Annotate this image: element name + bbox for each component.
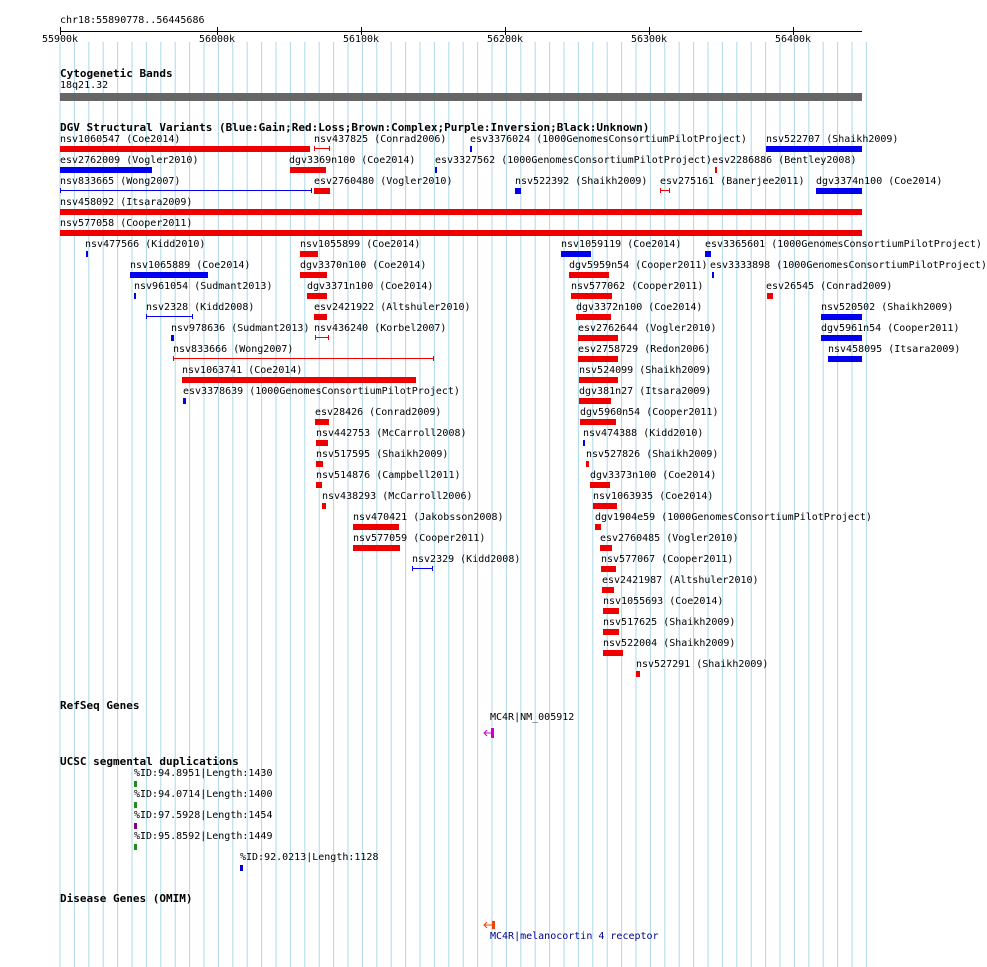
variant-label[interactable]: nsv1059119 (Coe2014)	[561, 239, 682, 250]
variant-bar[interactable]	[571, 293, 612, 299]
variant-bar[interactable]	[821, 314, 862, 320]
variant-label[interactable]: esv2760485 (Vogler2010)	[600, 533, 739, 544]
variant-bar[interactable]	[60, 209, 862, 215]
variant-label[interactable]: nsv833665 (Wong2007)	[60, 176, 181, 187]
segdup-bar[interactable]	[134, 823, 137, 829]
variant-bar[interactable]	[316, 461, 323, 467]
reverse-strand-arrow-icon	[483, 919, 497, 931]
variant-label[interactable]: nsv470421 (Jakobsson2008)	[353, 512, 504, 523]
variant-bar[interactable]	[470, 146, 472, 152]
variant-label[interactable]: nsv522004 (Shaikh2009)	[603, 638, 736, 649]
variant-label[interactable]: esv2758729 (Redon2006)	[578, 344, 711, 355]
variant-bar[interactable]	[603, 608, 619, 614]
variant-bar[interactable]	[595, 524, 601, 530]
variant-end-tick	[328, 335, 329, 340]
variant-bar[interactable]	[60, 167, 152, 173]
variant-bar[interactable]	[435, 167, 437, 173]
variant-label[interactable]: esv2286886 (Bentley2008)	[712, 155, 857, 166]
variant-bar[interactable]	[600, 545, 612, 551]
segdup-bar[interactable]	[134, 781, 137, 787]
variant-label[interactable]: dgv381n27 (Itsara2009)	[579, 386, 712, 397]
variant-label[interactable]: esv3365601 (1000GenomesConsortiumPilotProject)	[705, 239, 982, 250]
variant-label[interactable]: esv3378639 (1000GenomesConsortiumPilotProject)	[183, 386, 460, 397]
variant-label[interactable]: nsv961054 (Sudmant2013)	[134, 281, 273, 292]
variant-label[interactable]: dgv3371n100 (Coe2014)	[307, 281, 434, 292]
ruler-tick-label: 56300k	[630, 34, 668, 45]
variant-bar[interactable]	[828, 356, 862, 362]
variant-bar[interactable]	[353, 545, 400, 551]
variant-bar[interactable]	[705, 251, 711, 257]
variant-bar[interactable]	[602, 587, 614, 593]
segdup-label[interactable]: %ID:92.0213|Length:1128	[240, 852, 379, 863]
variant-label[interactable]: dgv5959n54 (Cooper2011)	[569, 260, 708, 271]
variant-bar[interactable]	[182, 377, 416, 383]
variant-label[interactable]: nsv577067 (Cooper2011)	[601, 554, 734, 565]
variant-end-tick	[315, 335, 316, 340]
variant-label[interactable]: nsv1063741 (Coe2014)	[182, 365, 303, 376]
variant-label[interactable]: nsv522392 (Shaikh2009)	[515, 176, 648, 187]
cyto-track-title[interactable]: Cytogenetic Bands	[60, 67, 173, 80]
variant-label[interactable]: nsv833666 (Wong2007)	[173, 344, 294, 355]
variant-bar[interactable]	[171, 335, 174, 341]
variant-bar[interactable]	[593, 503, 617, 509]
variant-end-tick	[146, 314, 147, 319]
variant-label[interactable]: nsv514876 (Campbell2011)	[316, 470, 461, 481]
variant-label[interactable]: esv3327562 (1000GenomesConsortiumPilotProject)	[435, 155, 712, 166]
variant-end-tick	[173, 356, 174, 361]
variant-label[interactable]: esv2760480 (Vogler2010)	[314, 176, 453, 187]
variant-label[interactable]: nsv1063935 (Coe2014)	[593, 491, 714, 502]
variant-label[interactable]: nsv517595 (Shaikh2009)	[316, 449, 449, 460]
variant-end-tick	[329, 146, 330, 151]
variant-end-tick	[412, 566, 413, 571]
variant-label[interactable]: nsv577059 (Cooper2011)	[353, 533, 486, 544]
variant-end-tick	[314, 146, 315, 151]
segdup-label[interactable]: %ID:95.8592|Length:1449	[134, 831, 273, 842]
variant-bar[interactable]	[576, 314, 611, 320]
variant-label[interactable]: nsv1065889 (Coe2014)	[130, 260, 251, 271]
variant-bar[interactable]	[322, 503, 326, 509]
variant-label[interactable]: nsv524099 (Shaikh2009)	[579, 365, 712, 376]
variant-label[interactable]: esv2421922 (Altshuler2010)	[314, 302, 471, 313]
variant-label[interactable]: dgv5961n54 (Cooper2011)	[821, 323, 960, 334]
variant-bar[interactable]	[715, 167, 717, 173]
variant-bar[interactable]	[315, 419, 329, 425]
variant-label[interactable]: nsv577058 (Cooper2011)	[60, 218, 193, 229]
variant-bar[interactable]	[601, 566, 616, 572]
variant-end-tick	[192, 314, 193, 319]
variant-label[interactable]: nsv577062 (Cooper2011)	[571, 281, 704, 292]
variant-label[interactable]: nsv1060547 (Coe2014)	[60, 134, 181, 145]
variant-label[interactable]: dgv5960n54 (Cooper2011)	[580, 407, 719, 418]
variant-label[interactable]: esv2421987 (Altshuler2010)	[602, 575, 759, 586]
variant-bar[interactable]	[307, 293, 327, 299]
variant-end-tick	[311, 188, 312, 193]
variant-label[interactable]: nsv517625 (Shaikh2009)	[603, 617, 736, 628]
variant-label[interactable]: nsv1055693 (Coe2014)	[603, 596, 724, 607]
position-label: chr18:55890778..56445686	[60, 15, 205, 26]
omim-gene-label[interactable]: MC4R|melanocortin 4 receptor	[490, 931, 659, 942]
variant-label[interactable]: nsv438293 (McCarroll2006)	[322, 491, 473, 502]
refseq-track-title[interactable]: RefSeq Genes	[60, 699, 140, 712]
segdup-label[interactable]: %ID:97.5928|Length:1454	[134, 810, 273, 821]
segdup-label[interactable]: %ID:94.8951|Length:1430	[134, 768, 273, 779]
variant-bar[interactable]	[316, 440, 328, 446]
variant-label[interactable]: nsv458092 (Itsara2009)	[60, 197, 193, 208]
variant-bar[interactable]	[173, 358, 434, 359]
refseq-gene-label[interactable]: MC4R|NM_005912	[490, 712, 575, 723]
variant-bar[interactable]	[315, 337, 329, 338]
ruler-tick-label: 55900k	[41, 34, 79, 45]
ruler-axis	[60, 31, 862, 32]
variant-end-tick	[432, 566, 433, 571]
variant-bar[interactable]	[60, 190, 312, 191]
variant-bar[interactable]	[60, 146, 310, 152]
variant-bar[interactable]	[583, 440, 585, 446]
variant-bar[interactable]	[290, 167, 326, 173]
variant-bar[interactable]	[821, 335, 862, 341]
variant-label[interactable]: nsv520502 (Shaikh2009)	[821, 302, 954, 313]
variant-bar[interactable]	[316, 482, 322, 488]
variant-bar[interactable]	[130, 272, 208, 278]
segdup-bar[interactable]	[134, 844, 137, 850]
variant-bar[interactable]	[579, 377, 618, 383]
variant-label[interactable]: nsv477566 (Kidd2010)	[85, 239, 206, 250]
variant-label[interactable]: nsv458095 (Itsara2009)	[828, 344, 961, 355]
ruler-tick-label: 56000k	[198, 34, 236, 45]
variant-bar[interactable]	[314, 314, 327, 320]
variant-bar[interactable]	[300, 251, 318, 257]
variant-label[interactable]: nsv527826 (Shaikh2009)	[586, 449, 719, 460]
variant-label[interactable]: esv2762644 (Vogler2010)	[578, 323, 717, 334]
variant-bar[interactable]	[561, 251, 591, 257]
variant-bar[interactable]	[146, 316, 193, 317]
variant-label[interactable]: nsv474388 (Kidd2010)	[583, 428, 704, 439]
variant-bar[interactable]	[300, 272, 327, 278]
variant-bar[interactable]	[86, 251, 88, 257]
variant-label[interactable]: dgv3370n100 (Coe2014)	[300, 260, 427, 271]
variant-bar[interactable]	[767, 293, 773, 299]
variant-bar[interactable]	[569, 272, 609, 278]
variant-bar[interactable]	[603, 629, 619, 635]
variant-label[interactable]: dgv3373n100 (Coe2014)	[590, 470, 717, 481]
variant-bar[interactable]	[578, 356, 618, 362]
variant-label[interactable]: esv28426 (Conrad2009)	[315, 407, 442, 418]
variant-end-tick	[60, 188, 61, 193]
reverse-strand-arrow-icon	[483, 727, 497, 739]
omim-gene-feature[interactable]	[483, 916, 497, 928]
variant-label[interactable]: nsv437825 (Conrad2006)	[314, 134, 447, 145]
ruler-tick-label: 56100k	[342, 34, 380, 45]
variant-label[interactable]: nsv978636 (Sudmant2013)	[171, 323, 310, 334]
variant-end-tick	[660, 188, 661, 193]
variant-label[interactable]: nsv2329 (Kidd2008)	[412, 554, 521, 565]
variant-bar[interactable]	[586, 461, 589, 467]
variant-bar[interactable]	[590, 482, 610, 488]
variant-label[interactable]: nsv436240 (Korbel2007)	[314, 323, 447, 334]
variant-label[interactable]: esv275161 (Banerjee2011)	[660, 176, 805, 187]
omim-track-title[interactable]: Disease Genes (OMIM)	[60, 892, 193, 905]
variant-bar[interactable]	[412, 568, 433, 569]
variant-bar[interactable]	[353, 524, 399, 530]
variant-bar[interactable]	[314, 148, 330, 149]
variant-bar[interactable]	[816, 188, 862, 194]
variant-label[interactable]: dgv1904e59 (1000GenomesConsortiumPilotProject)	[595, 512, 872, 523]
variant-label[interactable]: dgv3372n100 (Coe2014)	[576, 302, 703, 313]
variant-bar[interactable]	[134, 293, 136, 299]
ruler-tick-label: 56200k	[486, 34, 524, 45]
ruler-tick-label: 56400k	[774, 34, 812, 45]
segdup-bar[interactable]	[240, 865, 243, 871]
variant-label[interactable]: esv2762009 (Vogler2010)	[60, 155, 199, 166]
variant-label[interactable]: esv3333898 (1000GenomesConsortiumPilotProject)	[710, 260, 987, 271]
variant-label[interactable]: nsv527291 (Shaikh2009)	[636, 659, 769, 670]
segdup-bar[interactable]	[134, 802, 137, 808]
cyto-band[interactable]	[60, 93, 862, 101]
variant-bar[interactable]	[579, 398, 611, 404]
variant-bar[interactable]	[712, 272, 714, 278]
variant-label[interactable]: dgv3369n100 (Coe2014)	[289, 155, 416, 166]
segdup-track-title[interactable]: UCSC segmental duplications	[60, 755, 239, 768]
variant-bar[interactable]	[636, 671, 640, 677]
variant-label[interactable]: nsv442753 (McCarroll2008)	[316, 428, 467, 439]
variant-bar[interactable]	[580, 419, 616, 425]
variant-bar[interactable]	[314, 188, 330, 194]
variant-bar[interactable]	[183, 398, 186, 404]
variant-end-tick	[669, 188, 670, 193]
variant-label[interactable]: nsv1055899 (Coe2014)	[300, 239, 421, 250]
variant-bar[interactable]	[603, 650, 623, 656]
dgv-track-title[interactable]: DGV Structural Variants (Blue:Gain;Red:Loss;Brown:Complex;Purple:Inversion;Black:Unknown)	[60, 121, 650, 134]
segdup-label[interactable]: %ID:94.0714|Length:1400	[134, 789, 273, 800]
variant-label[interactable]: dgv3374n100 (Coe2014)	[816, 176, 943, 187]
variant-label[interactable]: esv26545 (Conrad2009)	[766, 281, 893, 292]
variant-label[interactable]: nsv522707 (Shaikh2009)	[766, 134, 899, 145]
variant-bar[interactable]	[766, 146, 862, 152]
refseq-gene-feature[interactable]	[483, 724, 497, 736]
variant-bar[interactable]	[515, 188, 521, 194]
variant-end-tick	[433, 356, 434, 361]
variant-label[interactable]: esv3376024 (1000GenomesConsortiumPilotProject)	[470, 134, 747, 145]
cyto-band-label: 18q21.32	[60, 80, 109, 91]
variant-label[interactable]: nsv2328 (Kidd2008)	[146, 302, 255, 313]
variant-bar[interactable]	[578, 335, 618, 341]
variant-bar[interactable]	[60, 230, 862, 236]
